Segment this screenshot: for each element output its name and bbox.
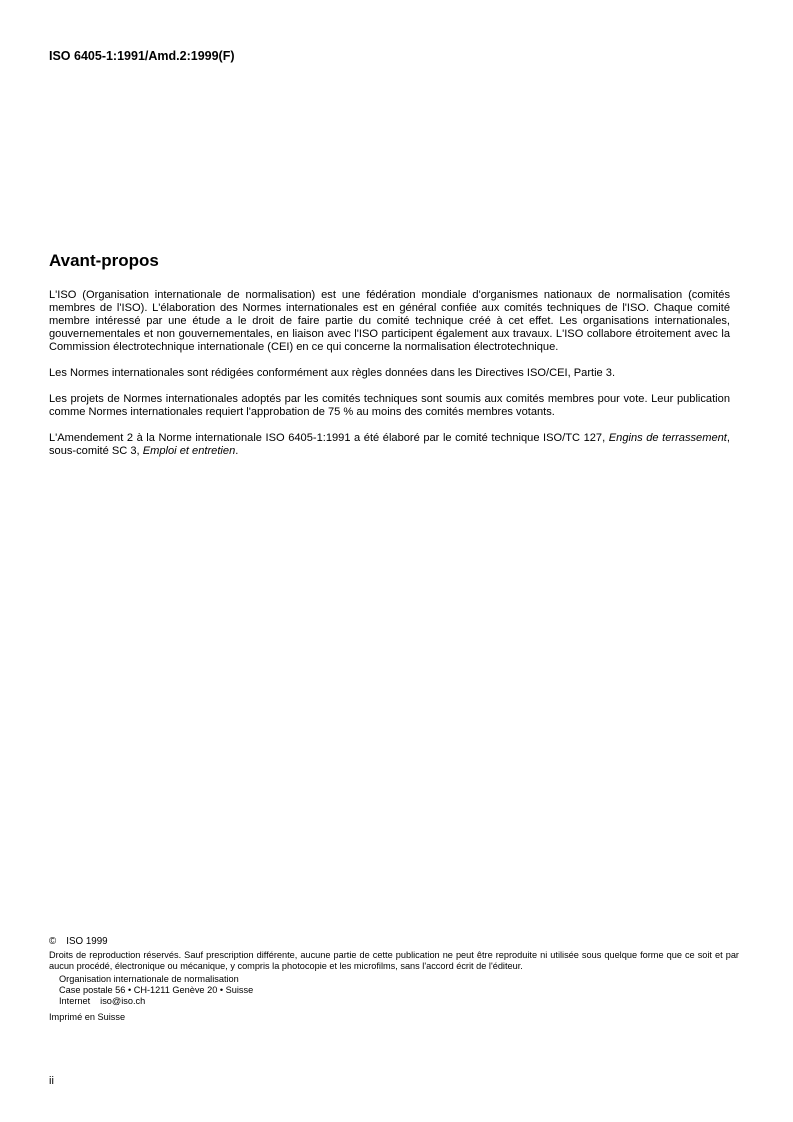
foreword-section [49,251,730,458]
copyright-footer [49,936,739,1023]
p4-end: . [235,445,239,457]
foreword-paragraph-2: Les Normes internationales sont rédigées conformément aux règles données dans les Directives ISO/CEI, Partie 3. [49,367,616,379]
p4-italic-subcommittee: Emploi et entretien [142,445,236,457]
p4-start: L'Amendement 2 à la Norme internationale ISO 6405-1:1991 a été élaboré par le comité technique ISO/TC 127, [49,432,606,444]
internet-label: Internet [59,996,91,1006]
foreword-paragraph-3: Les projets de Normes internationales adoptés par les comités techniques sont soumis aux comités membres pour vote. Leur publication comme Normes internationales requiert l'approbation de 75 % au moins des comités membres votants. [49,393,730,418]
p4-italic-committee: Engins de terrassement [608,432,727,444]
document-code: ISO 6405-1:1991/Amd.2:1999(F) [49,49,235,63]
p4-mid: , sous-comité SC 3, [49,432,730,457]
printed-in: Imprimé en Suisse [49,1012,126,1022]
copyright-icon: © [49,936,57,947]
rights-notice: Droits de reproduction réservés. Sauf prescription différente, aucune partie de cette publication ne peut être reproduite ni utilisée sous quelque forme que ce soit et par aucun procédé, électronique ou mécanique, y compris la photocopie et les microfilms, sans l'accord écrit de l'éditeur. [49,950,739,971]
organisation-name: Organisation internationale de normalisation [59,974,239,984]
page-number: ii [49,1075,54,1087]
publisher-address [59,974,739,1007]
foreword-paragraph-4 [49,432,730,458]
foreword-title: Avant-propos [49,251,159,270]
copyright-text: ISO 1999 [66,936,108,947]
internet-email: iso@iso.ch [100,996,146,1006]
internet-line [59,996,739,1007]
foreword-paragraph-1: L'ISO (Organisation internationale de normalisation) est une fédération mondiale d'organismes nationaux de normalisation (comités membres de l'ISO). L'élaboration des Normes internationales est en général confiée aux comités techniques de l'ISO. Chaque comité membre intéressé par une étude a le droit de faire partie du comité technique créé à cet effet. Les organisations internationales, gouvernementales et non gouvernementales, en liaison avec l'ISO participent également aux travaux. L'ISO collabore étroitement avec la Commission électrotechnique internationale (CEI) en ce qui concerne la normalisation électrotechnique. [49,289,730,353]
postal-address: Case postale 56 • CH-1211 Genève 20 • Suisse [59,985,254,995]
copyright-line [49,936,739,947]
